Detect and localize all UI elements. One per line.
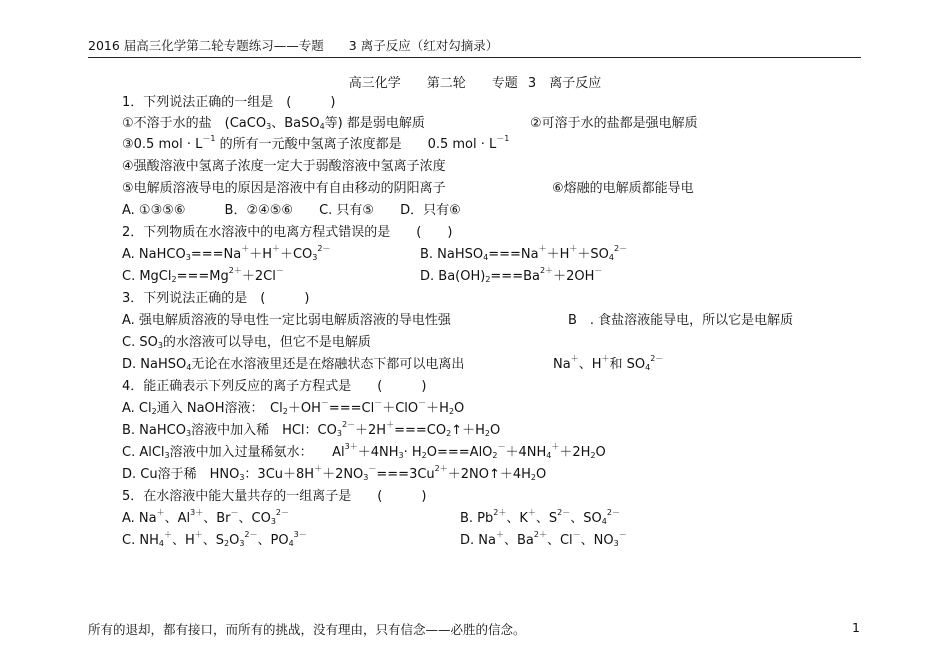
page-number: 1 — [852, 620, 860, 635]
text-line-q1-s3: ③0.5 mol · $L^{-1}$ 的所有一元酸中氢离子浓度都是 0.5 mol · $L^{-1}$ — [122, 134, 510, 152]
text-line-q1-s4: ④强酸溶液中氢离子浓度一定大于弱酸溶液中氢离子浓度 — [122, 159, 446, 174]
footer-motto: 所有的退却，都有接口，而所有的挑战，没有理由，只有信念——必胜的信念。 — [88, 622, 526, 637]
text-line-q5-a: A. Na＋、$Al^{3+}$、Br－、$CO_3^{2-}$ — [122, 508, 289, 526]
text-line-q4: 4．能正确表示下列反应的离子方程式是 ( ) — [122, 379, 427, 394]
page-title: 高三化学 第二轮 专题 3 离子反应 — [348, 76, 602, 91]
text-line-q2-a: A. $NaHCO_3===Na^++H^++CO_3^{2-}$ — [122, 244, 331, 262]
text-line-q4-b: B. NaHCO$_3$溶液中加入稀 HCl：$CO_3^{2-}+2H^+===CO_2↑+H_2O$ — [122, 420, 501, 438]
page-header: 2016 届高三化学第二轮专题练习——专题 3 离子反应（红对勾摘录） — [88, 38, 499, 53]
text-line-q5-b: B. $Pb^{2+}$、K＋、$S^{2-}$、$SO_4^{2-}$ — [460, 508, 620, 526]
text-line-q5-c: C. $NH_4^+$、H＋、$S_2O_3^{2-}$、$PO_4^{3-}$ — [122, 530, 307, 548]
text-line-q1: 1．下列说法正确的一组是 ( ) — [122, 95, 336, 110]
text-line-q4-d: D. Cu溶于稀 $HNO_3$：$3Cu+8H^++2NO_3^-===3Cu^{2+}+2NO↑+4H_2O$ — [122, 464, 547, 482]
text-line-q1-s5: ⑤电解质溶液导电的原因是溶液中有自由移动的阴阳离子 — [122, 181, 446, 196]
text-line-q3-d2: Na＋、H＋和 $SO_4^{2-}$ — [553, 354, 664, 372]
text-line-q4-a: A. $Cl_2$通入 NaOH溶液： $Cl_2+OH^-===Cl^-+ClO^-+H_2O$ — [122, 398, 465, 416]
text-line-q5: 5．在水溶液中能大量共存的一组离子是 ( ) — [122, 489, 427, 504]
text-line-q4-c: C. AlCl$_3$溶液中加入过量稀氨水： $Al^{3+}+4NH_3\cdot H_2O===AlO_2^-+4NH_4^++2H_2O$ — [122, 442, 606, 460]
text-line-q3-d1: D. NaHSO$_4$无论在水溶液里还是在熔融状态下都可以电离出 — [122, 357, 465, 372]
text-line-q3-a: A. 强电解质溶液的导电性一定比弱电解质溶液的导电性强 — [122, 313, 451, 328]
text-line-q3: 3．下列说法正确的是 ( ) — [122, 291, 310, 306]
text-line-q3-b: B . 食盐溶液能导电，所以它是电解质 — [568, 313, 794, 328]
text-line-q1-s1b: ②可溶于水的盐都是强电解质 — [530, 116, 698, 131]
text-line-q2-d: D. $Ba(OH)_2===Ba^{2+}+2OH^-$ — [420, 266, 603, 284]
text-line-q2: 2．下列物质在水溶液中的电离方程式错误的是 ( ) — [122, 225, 453, 240]
text-line-q1-opts: A. ①③⑤⑥ B．②④⑤⑥ C. 只有⑤ D．只有⑥ — [122, 203, 461, 218]
text-line-q1-s6: ⑥熔融的电解质都能导电 — [552, 181, 694, 196]
text-line-q1-s1a: ①不溶于水的盐 (CaCO$_3$、BaSO$_4$等) 都是弱电解质 — [122, 116, 425, 131]
text-line-q2-b: B. $NaHSO_4===Na^++H^++SO_4^{2-}$ — [420, 244, 628, 262]
text-line-q5-d: D. Na＋、$Ba^{2+}$、Cl－、$NO_3^-$ — [460, 530, 627, 548]
text-line-q3-c: C. $SO_3$的水溶液可以导电，但它不是电解质 — [122, 335, 371, 350]
text-line-q2-c: C. $MgCl_2===Mg^{2+}+2Cl^-$ — [122, 266, 284, 284]
header-divider — [88, 57, 861, 58]
